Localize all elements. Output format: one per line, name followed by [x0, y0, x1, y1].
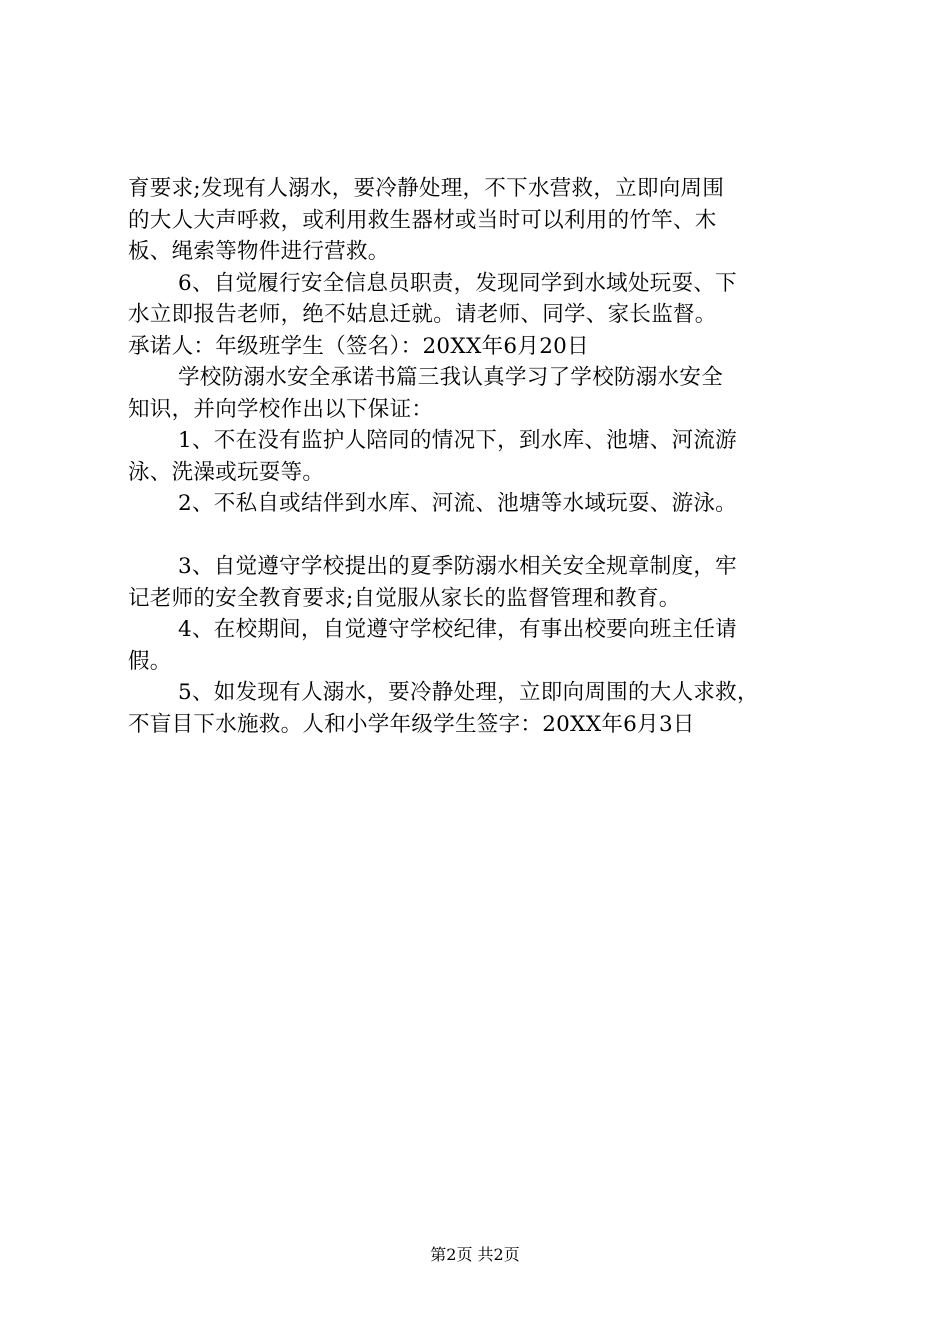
text-line: 4、在校期间，自觉遵守学校纪律，有事出校要向班主任请 — [178, 617, 737, 642]
text-line: 板、绳索等物件进行营救。 — [128, 239, 390, 264]
text-line: 5、如发现有人溺水，要冷静处理，立即向周围的大人求救， — [178, 680, 759, 705]
text-line: 2、不私自或结伴到水库、河流、池塘等水域玩耍、游泳。 — [178, 491, 737, 516]
text-line: 学校防溺水安全承诺书篇三我认真学习了学校防溺水安全 — [178, 365, 724, 390]
page-number-footer: 第2页 共2页 — [430, 1245, 520, 1264]
text-line: 的大人大声呼救，或利用救生器材或当时可以利用的竹竿、木 — [128, 207, 717, 233]
text-line: 记老师的安全教育要求;自觉服从家长的监督管理和教育。 — [128, 585, 681, 611]
document-body — [128, 173, 828, 740]
text-line: 泳、洗澡或玩耍等。 — [128, 459, 325, 485]
text-line: 承诺人：年级班学生（签名）：20XX年6月20日 — [128, 333, 589, 359]
text-line: 3、自觉遵守学校提出的夏季防溺水相关安全规章制度，牢 — [178, 554, 737, 579]
blank-line — [128, 520, 828, 552]
text-line: 6、自觉履行安全信息员职责，发现同学到水域处玩耍、下 — [178, 270, 737, 296]
text-line: 知识，并向学校作出以下保证： — [128, 396, 434, 422]
text-line: 水立即报告老师，绝不姑息迁就。请老师、同学、家长监督。 — [128, 302, 717, 327]
text-line: 假。 — [128, 648, 172, 674]
text-line: 育要求;发现有人溺水，要冷静处理，不下水营救，立即向周围 — [128, 176, 725, 201]
text-line: 不盲目下水施救。人和小学年级学生签字：20XX年6月3日 — [128, 711, 695, 737]
text-line: 1、不在没有监护人陪同的情况下，到水库、池塘、河流游 — [178, 428, 737, 453]
